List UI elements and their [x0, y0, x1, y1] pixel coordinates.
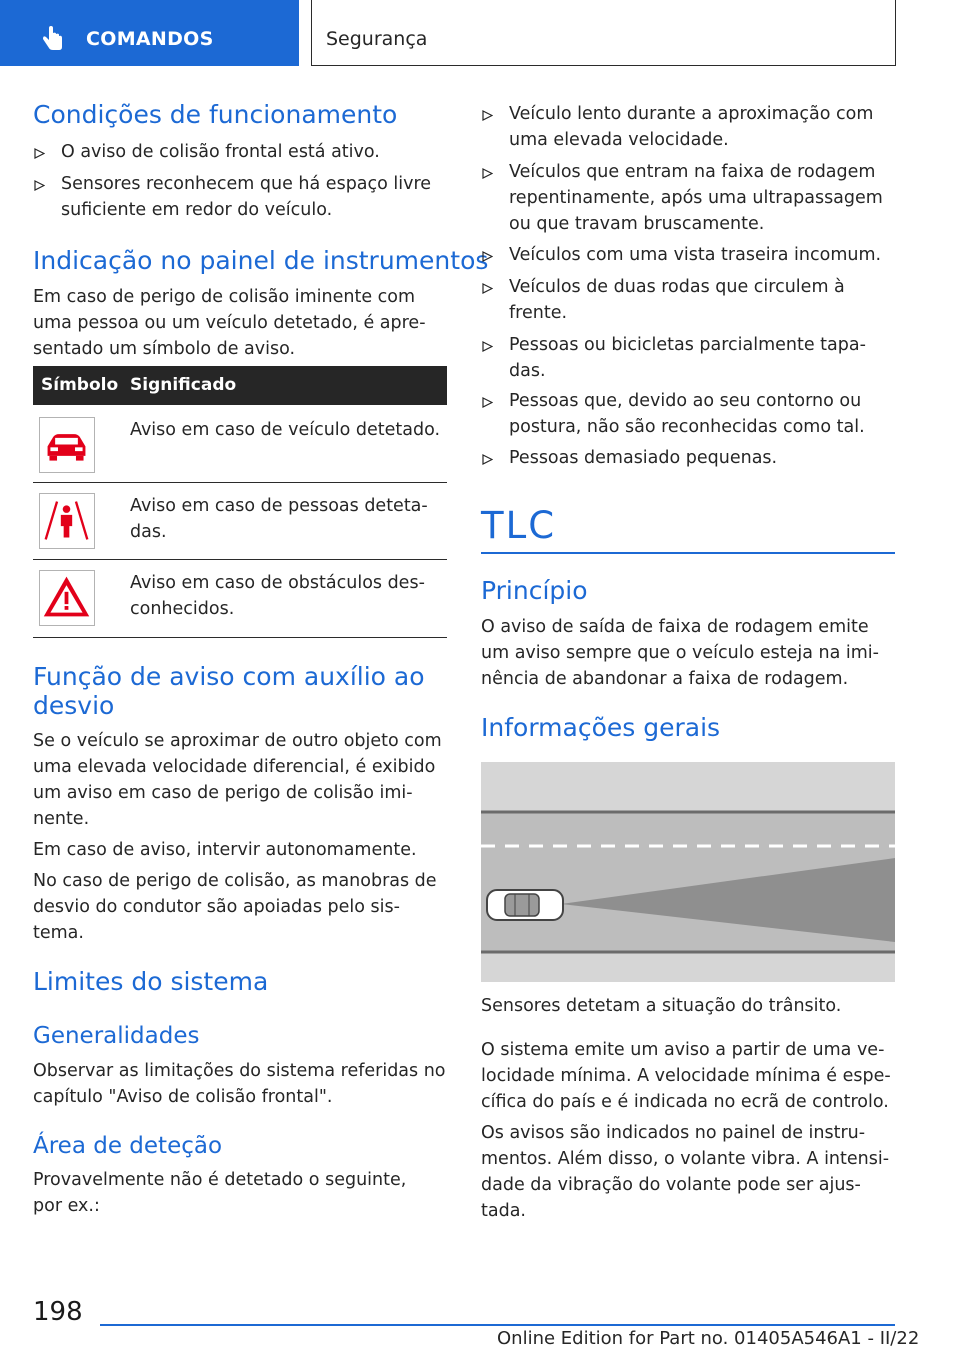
symbol-table [33, 366, 447, 638]
list-item: Sensores reconhecem que há espaço livre suficiente em redor do veículo. [33, 171, 447, 223]
paragraph: Em caso de aviso, intervir autonomamente. [33, 840, 417, 860]
heading-display: Indicação no painel de instrumentos [33, 246, 489, 275]
triangle-bullet-icon [482, 168, 493, 179]
table-cell: Aviso em caso de veículo detetado. [130, 420, 441, 440]
list-item: Pessoas que, devido ao seu contorno ou postura, não são reconhecidas como tal. [481, 388, 895, 440]
triangle-bullet-icon [34, 148, 45, 159]
triangle-bullet-icon [482, 341, 493, 352]
list-item: Veículos de duas rodas que circulem à frente. [481, 274, 895, 326]
paragraph: No caso de perigo de colisão, as manobras de desvio do condutor são apoiadas pelo sis-tema. [33, 871, 437, 943]
pedestrian-warning-icon [39, 493, 95, 549]
obstacle-warning-icon [39, 570, 95, 626]
table-cell: Aviso em caso de pessoas deteta-das. [130, 496, 428, 542]
paragraph: Observar as limitações do sistema referidas no capítulo "Aviso de colisão frontal". [33, 1061, 446, 1107]
triangle-bullet-icon [482, 454, 493, 465]
heading-limits: Limites do sistema [33, 967, 269, 996]
column-header-symbol: Símbolo [41, 375, 119, 395]
list-item: Veículo lento durante a aproximação com uma elevada velocidade. [481, 101, 895, 153]
car-illustration [487, 890, 563, 920]
image-caption: Sensores detetam a situação do trânsito. [481, 996, 842, 1016]
heading-evasion: Função de aviso com auxílio ao desvio [33, 662, 425, 720]
lane-sensor-illustration [481, 762, 895, 982]
chapter-header [311, 0, 896, 66]
car-warning-icon [39, 417, 95, 473]
list-item: Veículos que entram na faixa de rodagem repentinamente, após uma ultrapassagem ou que travam bruscamente. [481, 159, 895, 237]
paragraph: Provavelmente não é detetado o seguinte, por ex.: [33, 1170, 407, 1216]
paragraph: Os avisos são indicados no painel de instru-mentos. Além disso, o volante vibra. A intensi-dade da vibração do volante pode ser ajus-tada. [481, 1123, 890, 1221]
triangle-bullet-icon [482, 110, 493, 121]
heading-tlc: TLC [481, 504, 557, 547]
paragraph: O aviso de saída de faixa de rodagem emite um aviso sempre que o veículo esteja na imi-nência de abandonar a faixa de rodagem. [481, 617, 879, 689]
heading-conditions: Condições de funcionamento [33, 100, 398, 129]
heading-principle: Princípio [481, 576, 588, 605]
heading-general: Generalidades [33, 1023, 200, 1049]
list-item: Pessoas demasiado pequenas. [481, 445, 895, 471]
table-row [33, 560, 447, 638]
paragraph: O sistema emite um aviso a partir de uma ve-locidade mínima. A velocidade mínima é espe-cífica do país e é indicada no ecrã de controlo. [481, 1040, 891, 1112]
hand-pointer-icon [40, 26, 66, 52]
list-item: Veículos com uma vista traseira incomum. [481, 242, 895, 268]
section-label: COMANDOS [86, 28, 214, 50]
header-section-tab[interactable] [0, 0, 299, 66]
heading-info: Informações gerais [481, 713, 721, 742]
triangle-bullet-icon [482, 283, 493, 294]
list-item: O aviso de colisão frontal está ativo. [33, 139, 447, 165]
triangle-bullet-icon [482, 251, 493, 262]
paragraph: Em caso de perigo de colisão iminente com uma pessoa ou um veículo detetado, é apre-sentado um símbolo de aviso. [33, 287, 426, 359]
triangle-bullet-icon [34, 180, 45, 191]
column-header-meaning: Significado [130, 375, 237, 395]
heading-divider [481, 552, 895, 554]
heading-area: Área de deteção [33, 1133, 223, 1159]
table-row [33, 483, 447, 560]
table-row [33, 405, 447, 483]
chapter-label: Segurança [326, 28, 428, 50]
table-header [33, 366, 447, 405]
triangle-bullet-icon [482, 397, 493, 408]
list-item: Pessoas ou bicicletas parcialmente tapa-das. [481, 332, 895, 384]
footer-divider [100, 1324, 895, 1326]
table-cell: Aviso em caso de obstáculos des-conhecidos. [130, 573, 425, 619]
edition-note: Online Edition for Part no. 01405A546A1 - II/22 [497, 1328, 920, 1349]
paragraph: Se o veículo se aproximar de outro objeto com uma elevada velocidade diferencial, é exibido um aviso em caso de perigo de colisão imi-nente. [33, 731, 442, 829]
page-number: 198 [33, 1297, 83, 1327]
